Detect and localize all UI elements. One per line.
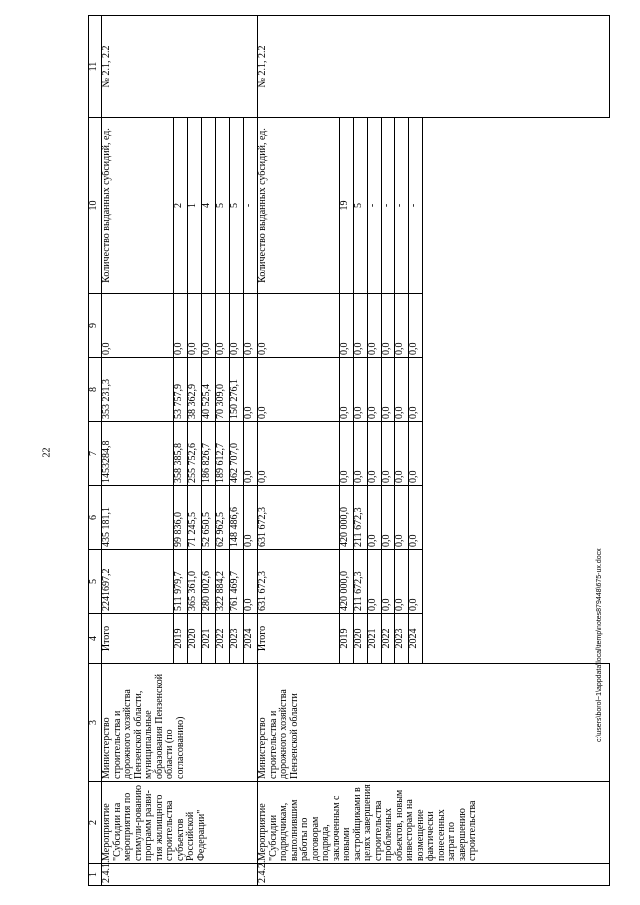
cell-c10: 19 [339,118,353,294]
cell-c9: 0,0 [381,294,395,358]
total-c5: 2241697,2 [102,550,174,614]
col-header: 10 [89,118,102,294]
col-header: 3 [89,664,102,782]
cell-c9: 0,0 [188,294,202,358]
cell-c10: - [367,118,381,294]
cell-c5: 0,0 [381,550,395,614]
col-header: 5 [89,550,102,614]
cell-year: 2023 [230,614,244,664]
cell-c5: 0,0 [367,550,381,614]
cell-c10: - [409,118,423,294]
cell-year: 2019 [174,614,188,664]
total-label: Итого [258,614,340,664]
cell-year: 2023 [395,614,409,664]
cell-c7: 0,0 [409,422,423,486]
cell-c5: 0,0 [244,550,258,614]
cell-c6: 0,0 [395,486,409,550]
row-number: 2.4.2. [258,864,610,886]
cell-c8: 0,0 [367,358,381,422]
reference: № 2.1, 2.2 [102,16,258,118]
cell-c8: 0,0 [244,358,258,422]
cell-c7: 0,0 [339,422,353,486]
cell-c8: 40 525,4 [202,358,216,422]
cell-c6: 420 000,0 [339,486,353,550]
cell-c7: 0,0 [381,422,395,486]
total-label: Итого [102,614,174,664]
cell-c10: 2 [174,118,188,294]
cell-c5: 761 469,7 [230,550,244,614]
col-header: 2 [89,782,102,864]
col-header: 8 [89,358,102,422]
cell-c10: 5 [216,118,230,294]
cell-c9: 0,0 [353,294,367,358]
cell-c7: 0,0 [367,422,381,486]
col-header: 11 [89,16,102,118]
cell-c7: 358 385,8 [174,422,188,486]
page-number: 22 [41,447,53,458]
total-c6: 631 672,3 [258,486,340,550]
cell-c10: 1 [188,118,202,294]
cell-year: 2020 [188,614,202,664]
col-header: 4 [89,614,102,664]
cell-c9: 0,0 [174,294,188,358]
col-header: 1 [89,864,102,886]
cell-c7: 0,0 [353,422,367,486]
total-c9: 0,0 [102,294,174,358]
cell-c6: 99 836,0 [174,486,188,550]
cell-c6: 0,0 [409,486,423,550]
cell-c8: 0,0 [339,358,353,422]
row-number: 2.4.1. [102,864,258,886]
cell-c10: - [244,118,258,294]
executor: Министерство строительства и дорожного хозяйства Пензенской области [258,664,610,782]
executor: Министерство строительства и дорожного хозяйства Пензенской области, муниципальные образования Пензенской области (по согласованию) [102,664,258,782]
cell-year: 2022 [381,614,395,664]
cell-c6: 62 962,5 [216,486,230,550]
cell-c5: 0,0 [409,550,423,614]
cell-c6: 52 650,5 [202,486,216,550]
cell-c10: 4 [202,118,216,294]
col-header: 9 [89,294,102,358]
cell-c6: 0,0 [244,486,258,550]
cell-c7: 0,0 [244,422,258,486]
cell-c10: - [381,118,395,294]
cell-c9: 0,0 [216,294,230,358]
cell-c9: 0,0 [230,294,244,358]
cell-c8: 0,0 [409,358,423,422]
cell-c8: 38 362,9 [188,358,202,422]
col-header: 7 [89,422,102,486]
cell-c8: 0,0 [395,358,409,422]
cell-c5: 511 979,7 [174,550,188,614]
cell-c9: 0,0 [367,294,381,358]
cell-year: 2021 [367,614,381,664]
header-row [89,16,102,886]
cell-year: 2019 [339,614,353,664]
cell-c6: 0,0 [367,486,381,550]
measure-name: Мероприятие "Субсидии на мероприятия по стимули-рованию программ разви-тия жилищного строительства субъектов Российской Федерации" [102,782,258,864]
cell-c6: 71 245,5 [188,486,202,550]
cell-year: 2024 [409,614,423,664]
cell-c6: 211 672,3 [353,486,367,550]
total-c7: 1453284,8 [102,422,174,486]
col-header: 6 [89,486,102,550]
cell-c5: 365 361,0 [188,550,202,614]
cell-c5: 211 672,3 [353,550,367,614]
cell-c7: 189 612,7 [216,422,230,486]
cell-c6: 148 486,6 [230,486,244,550]
cell-c10: - [395,118,409,294]
cell-year: 2021 [202,614,216,664]
indicator-name: Количество выданных субсидий, ед. [102,118,174,294]
total-c7: 0,0 [258,422,340,486]
cell-c5: 322 884,2 [216,550,230,614]
cell-c8: 150 276,1 [230,358,244,422]
cell-c7: 0,0 [395,422,409,486]
cell-c7: 255 752,6 [188,422,202,486]
table-row-total [258,16,340,886]
cell-c6: 0,0 [381,486,395,550]
measure-name: Мероприятие "Субсидии подрядчикам, выполнившим работы по договорам подряда, заключенным с новыми застройщиками в целях завершения строительства проблемных объектов, новым инвесторам на возмещение фактически понесенных затрат по завершению строительства [258,782,610,864]
table-row-total [102,16,174,886]
total-c5: 631 672,3 [258,550,340,614]
cell-c5: 420 000,0 [339,550,353,614]
cell-c10: 5 [353,118,367,294]
total-c8: 0,0 [258,358,340,422]
cell-year: 2020 [353,614,367,664]
cell-c7: 462 707,0 [230,422,244,486]
cell-c8: 0,0 [381,358,395,422]
indicator-name: Количество выданных субсидий, ед. [258,118,340,294]
cell-c9: 0,0 [244,294,258,358]
cell-c9: 0,0 [339,294,353,358]
rotated-table-container [88,16,610,886]
cell-c9: 0,0 [395,294,409,358]
cell-c8: 70 309,0 [216,358,230,422]
reference: № 2.1, 2.2 [258,16,610,118]
program-table [88,15,610,886]
total-c6: 435 181,1 [102,486,174,550]
cell-c10: 5 [230,118,244,294]
cell-c8: 0,0 [353,358,367,422]
cell-c5: 280 002,6 [202,550,216,614]
total-c9: 0,0 [258,294,340,358]
footer-file-path: c:\users\borol~1\appdata\local\temp\notes879448\675-ux.docx [596,548,603,742]
cell-c9: 0,0 [202,294,216,358]
cell-c7: 186 826,7 [202,422,216,486]
cell-year: 2024 [244,614,258,664]
total-c8: 353 231,3 [102,358,174,422]
cell-c8: 53 757,9 [174,358,188,422]
cell-c9: 0,0 [409,294,423,358]
cell-year: 2022 [216,614,230,664]
cell-c5: 0,0 [395,550,409,614]
